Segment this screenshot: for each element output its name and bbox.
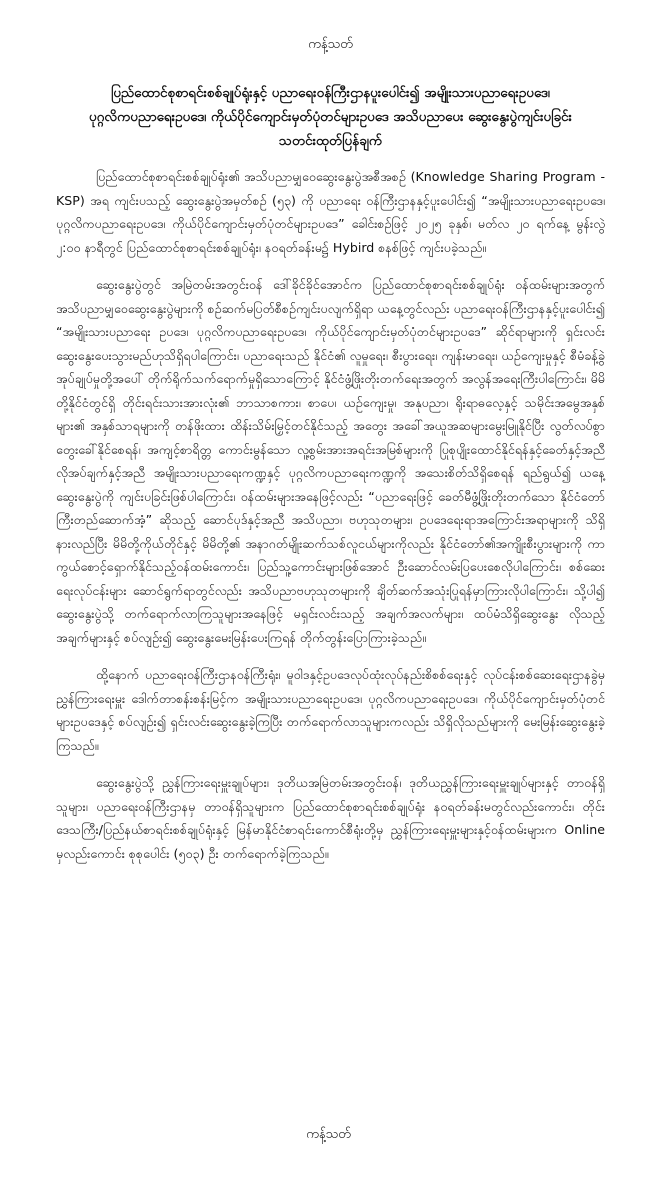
body-paragraph: ဆွေးနွေးပွဲသို့ ညွှန်ကြားရေးမှူးချုပ်များ၊ ဒုတိယအမြဲတမ်းအတွင်းဝန်၊ ဒုတိယညွှန်ကြားရေးမှူးချုပ်များနှင့် တာဝန်ရှိသူများ၊ ပညာရေးဝန်ကြီးဌာနမှ တာဝန်ရှိသူများက ပြည်ထောင်စုစာရင်းစစ်ချုပ်ရုံး နဝရတ်ခန်းမတွင်လည်းကောင်း၊ တိုင်းဒေသကြီး/ပြည်နယ်စာရင်းစစ်ချုပ်ရုံးနှင့် မြန်မာနိုင်ငံစာရင်းကောင်စီရုံးတို့မှ ညွှန်ကြားရေးမှူးများနှင့်ဝန်ထမ်းများက Online မှလည်းကောင်း စုစုပေါင်း (၅၀၃) ဦး တက်ရောက်ခဲ့ကြသည်။	[56, 775, 605, 861]
body-paragraph: ပြည်ထောင်စုစာရင်းစစ်ချုပ်ရုံး၏ အသိပညာမျှဝေဆွေးနွေးပွဲအစီအစဉ် (Knowledge Sharing Program - KSP) အရ ကျင်းပသည့် ဆွေးနွေးပွဲအမှတ်စဉ် (၅၃) ကို ပညာရေး ဝန်ကြီးဌာနနှင့်ပူးပေါင်း၍ “အမျိုးသားပညာရေးဥပဒေ၊ ပုဂ္ဂလိကပညာရေးဥပဒေ၊ ကိုယ်ပိုင်ကျောင်းမှတ်ပုံတင်များဥပဒေ” ခေါင်းစဉ်ဖြင့် ၂၀၂၅ ခုနှစ်၊ မတ်လ ၂၀ ရက်နေ့ မွန်းလွဲ ၂:၀၀ နာရီတွင် ပြည်ထောင်စုစာရင်းစစ်ချုပ်ရုံး၊ နဝရတ်ခန်းမ၌ Hybird စနစ်ဖြင့် ကျင်းပခဲ့သည်။	[56, 169, 605, 255]
title-line: ပြည်ထောင်စုစာရင်းစစ်ချုပ်ရုံးနှင့် ပညာရေးဝန်ကြီးဌာနပူးပေါင်း၍ အမျိုးသားပညာရေးဥပဒေ၊	[111, 85, 550, 101]
document-title	[56, 81, 605, 153]
title-line: သတင်းထုတ်ပြန်ချက်	[278, 133, 383, 149]
classification-footer: ကန့်သတ်	[306, 1127, 351, 1142]
body-paragraph: ဆွေးနွေးပွဲတွင် အမြဲတမ်းအတွင်းဝန် ဒေါ်ခိုင်ခိုင်အောင်က ပြည်ထောင်စုစာရင်းစစ်ချုပ်ရုံး ဝန်ထမ်းများအတွက် အသိပညာမျှဝေဆွေးနွေးပွဲများကို စဉ်ဆက်မပြတ်စီစဉ်ကျင်းပလျက်ရှိရာ ယနေ့တွင်လည်း ပညာရေးဝန်ကြီးဌာနနှင့်ပူးပေါင်း၍ “အမျိုးသားပညာရေး ဥပဒေ၊ ပုဂ္ဂလိကပညာရေးဥပဒေ၊ ကိုယ်ပိုင်ကျောင်းမှတ်ပုံတင်များဥပဒေ” ဆိုင်ရာများကို ရှင်းလင်းဆွေးနွေးပေးသွားမည်ဟုသိရှိရပါကြောင်း၊ ပညာရေးသည် နိုင်ငံ၏ လူမှုရေး၊ စီးပွားရေး၊ ကျန်းမာရေး၊ ယဉ်ကျေးမှုနှင့် စီမံခန့်ခွဲအုပ်ချုပ်မှုတို့အပေါ် တိုက်ရိုက်သက်ရောက်မှုရှိသောကြောင့် နိုင်ငံဖွံ့ဖြိုးတိုးတက်ရေးအတွက် အလွန်အရေးကြီးပါကြောင်း၊ မိမိတို့နိုင်ငံတွင်ရှိ တိုင်းရင်းသားအားလုံး၏ ဘာသာစကား၊ စာပေ၊ ယဉ်ကျေးမှု၊ အနုပညာ၊ ရိုးရာဓလေ့နှင့် သမိုင်းအမွေအနှစ်များ၏ အနှစ်သာရများကို တန်ဖိုးထား ထိန်းသိမ်းမြှင့်တင်နိုင်သည့် အတွေး အခေါ်အယူအဆများမွေးမြူနိုင်ပြီး လွတ်လပ်စွာတွေးခေါ်နိုင်စေရန်၊ အကျင့်စာရိတ္တ ကောင်းမွန်သော လူ့စွမ်းအားအရင်းအမြစ်များကို ပြုစုပျိုးထောင်နိုင်ရန်နှင့်ခေတ်နှင့်အညီ လိုအပ်ချက်နှင့်အညီ အမျိုးသားပညာရေးကဏ္ဍနှင့် ပုဂ္ဂလိကပညာရေးကဏ္ဍကို အသေးစိတ်သိရှိစေရန် ရည်ရွယ်၍ ယနေ့ဆွေးနွေးပွဲကို ကျင်းပခြင်းဖြစ်ပါကြောင်း၊ ဝန်ထမ်းများအနေဖြင့်လည်း “ပညာရေးဖြင့် ခေတ်မီဖွံ့ဖြိုးတိုးတက်သော နိုင်ငံတော်ကြီးတည်ဆောက်အံ့” ဆိုသည့် ဆောင်ပုဒ်နှင့်အညီ အသိပညာ၊ ဗဟုသုတများ၊ ဥပဒေရေးရာအကြောင်းအရာများကို သိရှိနားလည်ပြီး မိမိတို့ကိုယ်တိုင်နှင့် မိမိတို့၏ အနာဂတ်မျိုးဆက်သစ်လူငယ်များကိုလည်း နိုင်ငံတော်၏အကျိုးစီးပွားများကို ကာကွယ်စောင့်ရှောက်နိုင်သည့်ဝန်ထမ်းကောင်း၊ ပြည်သူ့ကောင်းများဖြစ်အောင် ဦးဆောင်လမ်းပြပေးစေလိုပါကြောင်း၊ စစ်ဆေးရေးလုပ်ငန်းများ ဆောင်ရွက်ရာတွင်လည်း အသိပညာဗဟုသုတများကို ချိတ်ဆက်အသုံးပြုရန်မှာကြားလိုပါကြောင်း၊ သို့ပါ၍ ဆွေးနွေးပွဲသို့ တက်ရောက်လာကြသူများအနေဖြင့် မရှင်းလင်းသည့် အချက်အလက်များ၊ ထပ်မံသိရှိဆွေးနွေး လိုသည့်အချက်များနှင့် စပ်လျဉ်း၍ ဆွေးနွေးမေးမြန်းပေးကြရန် တိုက်တွန်းပြောကြားခဲ့သည်။	[56, 277, 605, 645]
body-paragraph: ထို့နောက် ပညာရေးဝန်ကြီးဌာနဝန်ကြီးရုံး၊ မူဝါဒနှင့်ဥပဒေလုပ်ထုံးလုပ်နည်းစိစစ်ရေးနှင့် လုပ်ငန်းစစ်ဆေးရေးဌာနခွဲမှ ညွှန်ကြားရေးမှူး ဒေါက်တာစန်းစန်းမြင့်က အမျိုးသားပညာရေးဥပဒေ၊ ပုဂ္ဂလိကပညာရေးဥပဒေ၊ ကိုယ်ပိုင်ကျောင်းမှတ်ပုံတင်များဥပဒေနှင့် စပ်လျဉ်း၍ ရှင်းလင်းဆွေးနွေးခဲ့ကြပြီး တက်ရောက်လာသူများကလည်း သိရှိလိုသည်များကို မေးမြန်းဆွေးနွေးခဲ့ကြသည်။	[56, 667, 605, 753]
classification-header: ကန့်သတ်	[308, 37, 353, 52]
title-line: ပုဂ္ဂလိကပညာရေးဥပဒေ၊ ကိုယ်ပိုင်ကျောင်းမှတ်ပုံတင်များဥပဒေ အသိပညာပေး ဆွေးနွေးပွဲကျင်းပခြင်း	[89, 109, 572, 125]
